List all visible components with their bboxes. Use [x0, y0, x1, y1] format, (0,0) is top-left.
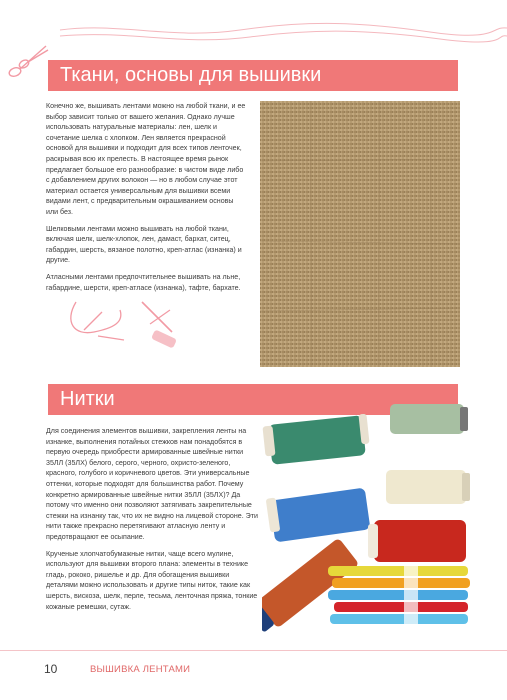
spool-light-green: [390, 404, 468, 434]
threads-text-block: [46, 426, 258, 618]
header-wave-decoration: [0, 0, 507, 60]
paragraph: Крученые хлопчатобумажные нитки, чаще всего мулине, используют для вышивки второго плана: элементы в технике гладь, рококо, ришелье и др. Для обогащения вышивки деталями можно использовать и другие типы ниток, такие как шерсть, вискоза, шелк, перле, тесьма, ленточная пряжа, тонкие кожаные ремешки, сутаж.: [46, 549, 258, 611]
floss-skeins: [328, 562, 470, 628]
section-title: Ткани, основы для вышивки: [60, 64, 322, 86]
spool-cream: [386, 470, 470, 504]
fabrics-text-block: [46, 101, 246, 299]
scissors-sketch-icon: [6, 42, 50, 82]
page-number: 10: [44, 662, 58, 676]
needle-thread-sketch-icon: [54, 292, 184, 356]
footer-rule: [0, 650, 507, 651]
thread-spools-photo: [262, 398, 474, 634]
paragraph: Атласными лентами предпочтительнее вышивать на льне, габардине, шерсти, креп-атласе (изнанка), тафте, бархате.: [46, 272, 241, 292]
spool-blue: [266, 488, 371, 543]
linen-fabric-photo: [260, 101, 460, 367]
section-title: Нитки: [60, 388, 115, 410]
spool-red: [368, 520, 466, 562]
section-title-banner: [48, 60, 458, 91]
paragraph: Шелковыми лентами можно вышивать на любой ткани, включая шелк, шелк-хлопок, лен, дамаст, бархат, ситец, габардин, шерсть, вязаное полотно, креп-атлас (изнанка) и другие.: [46, 224, 242, 265]
spool-teal: [262, 414, 369, 465]
paragraph: Для соединения элементов вышивки, закрепления ленты на изнанке, выполнения потайных стежков нам понадобятся в первую очередь приобрести армированные швейные нитки 35ЛЛ (35ЛХ) белого, серого, черного, охристо-зеленого, красного, голубого и коричневого цветов. Эти универсальные оттенки, которые подходят для большинства работ. Почему конкретно армированные швейные нитки 35ЛЛ (35ЛХ)? Да потому что именно они позволяют затягивать закрепительные стежки на изнанку так, что их не видно на лицевой стороне. Эти нити также прекрасно перетягивают атласную ленту и предотвращают ее осыпание.: [46, 427, 258, 541]
book-title: ВЫШИВКА ЛЕНТАМИ: [90, 664, 191, 675]
paragraph: Конечно же, вышивать лентами можно на любой ткани, и ее выбор зависит только от вашего желания. Однако лучше использовать натуральные материалы: лен, шелк и сочетание шелка с хлопком. Лен является прекрасной основой для вышивки и подходит для всех типов ленточек, раскрывая всю их прелесть. В настоящее время рынок предлагает большое его разнообразие: в чистом виде либо с добавлением других волокон — но в любом случае этот материал остается универсальным для вышивки всеми видами лент, с предварительным окрашиванием основы или без.: [46, 102, 246, 216]
